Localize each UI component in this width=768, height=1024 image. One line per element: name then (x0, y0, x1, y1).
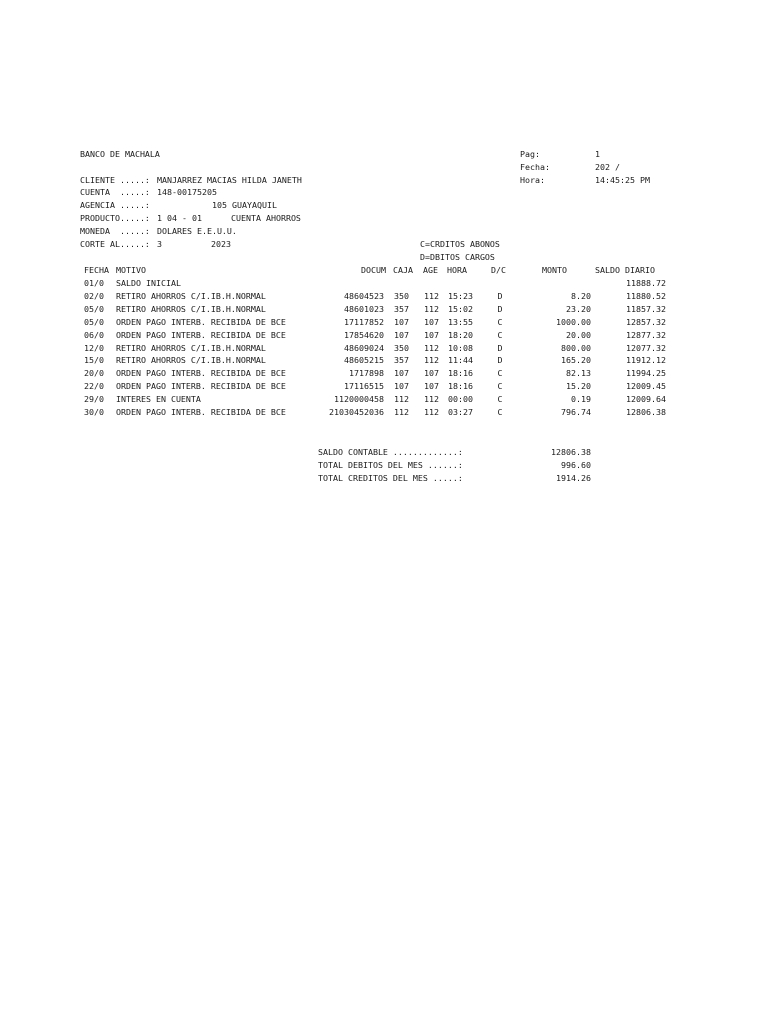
cell-fecha: 01/0 (84, 278, 104, 288)
cell-motivo: RETIRO AHORROS C/I.IB.H.NORMAL (116, 342, 266, 353)
client-name: MANJARREZ MACIAS HILDA JANETH (157, 175, 302, 185)
cell-docum: 48601023 (344, 303, 384, 314)
cell-caja: 357 (394, 355, 409, 366)
cell-caja: 107 (394, 329, 409, 340)
agency-label: AGENCIA .....: (80, 200, 150, 210)
page-label: Pag: (520, 149, 540, 159)
cell-dc: C (497, 407, 503, 417)
cell-caja: 112 (394, 394, 409, 405)
cell-motivo: INTERES EN CUENTA (116, 394, 201, 405)
cell-monto: 0.19 (571, 394, 591, 405)
cell-docum: 1120000458 (334, 394, 384, 405)
cell-caja: 107 (394, 316, 409, 327)
cell-motivo: ORDEN PAGO INTERB. RECIBIDA DE BCE (116, 316, 286, 327)
cell-hora: 18:16 (448, 381, 473, 392)
cell-dc: D (497, 342, 503, 353)
cell-hora: 18:16 (448, 368, 473, 379)
cutoff-year: 2023 (211, 239, 231, 249)
cell-fecha: 02/0 (84, 290, 104, 301)
cell-docum: 17116515 (344, 381, 384, 392)
cell-age: 112 (424, 394, 439, 405)
cell-monto: 82.13 (566, 368, 591, 379)
cell-caja: 350 (394, 342, 409, 353)
cell-age: 107 (424, 368, 439, 379)
cell-monto: 15.20 (566, 381, 591, 392)
cell-fecha: 30/0 (84, 407, 104, 417)
date-value: 202 / (595, 162, 620, 172)
total-value: 1914.26 (556, 473, 591, 483)
cell-docum: 48605215 (344, 355, 384, 366)
col-age: AGE (423, 265, 438, 275)
cell-caja: 107 (394, 381, 409, 392)
cell-motivo: ORDEN PAGO INTERB. RECIBIDA DE BCE (116, 407, 286, 417)
cell-saldo: 11857.32 (626, 303, 666, 314)
cell-age: 112 (424, 355, 439, 366)
cell-age: 107 (424, 316, 439, 327)
cell-fecha: 22/0 (84, 381, 104, 392)
cell-docum: 48609024 (344, 342, 384, 353)
page-number: 1 (595, 149, 600, 159)
cell-monto: 800.00 (561, 342, 591, 353)
cell-docum: 48604523 (344, 290, 384, 301)
cell-saldo: 12806.38 (626, 407, 666, 417)
cell-hora: 03:27 (448, 407, 473, 417)
col-dc: D/C (491, 265, 506, 275)
cell-motivo: RETIRO AHORROS C/I.IB.H.NORMAL (116, 290, 266, 301)
cell-dc: D (497, 290, 503, 301)
cell-dc: C (497, 316, 503, 327)
col-saldo: SALDO DIARIO (595, 265, 655, 275)
time-value: 14:45:25 PM (595, 175, 650, 185)
cell-docum: 1717898 (349, 368, 384, 379)
cell-age: 112 (424, 290, 439, 301)
cell-motivo: RETIRO AHORROS C/I.IB.H.NORMAL (116, 303, 266, 314)
cell-monto: 165.20 (561, 355, 591, 366)
total-value: 996.60 (561, 460, 591, 470)
legend-credits: C=CRDITOS ABONOS (420, 239, 500, 249)
total-label: SALDO CONTABLE .............: (318, 447, 463, 457)
cell-docum: 17117852 (344, 316, 384, 327)
cutoff-label: CORTE AL.....: (80, 239, 150, 249)
cell-motivo: ORDEN PAGO INTERB. RECIBIDA DE BCE (116, 368, 286, 379)
cell-dc: D (497, 303, 503, 314)
account-label: CUENTA .....: (80, 187, 150, 197)
cell-motivo: RETIRO AHORROS C/I.IB.H.NORMAL (116, 355, 266, 366)
cell-saldo: 11888.72 (626, 278, 666, 288)
account-number: 148-00175205 (157, 187, 217, 197)
cell-fecha: 15/0 (84, 355, 104, 366)
cell-age: 107 (424, 381, 439, 392)
col-hora: HORA (447, 265, 467, 275)
cell-monto: 20.00 (566, 329, 591, 340)
cell-docum: 21030452036 (329, 407, 384, 417)
cell-fecha: 20/0 (84, 368, 104, 379)
cell-dc: D (497, 355, 503, 366)
col-caja: CAJA (393, 265, 413, 275)
cell-age: 107 (424, 329, 439, 340)
cell-monto: 8.20 (571, 290, 591, 301)
time-label: Hora: (520, 175, 545, 185)
cell-dc: C (497, 329, 503, 340)
cell-dc: C (497, 381, 503, 392)
currency-value: DOLARES E.E.U.U. (157, 226, 237, 236)
cell-saldo: 12009.45 (626, 381, 666, 392)
cell-caja: 112 (394, 407, 409, 417)
cell-monto: 23.20 (566, 303, 591, 314)
cell-hora: 10:08 (448, 342, 473, 353)
cell-hora: 11:44 (448, 355, 473, 366)
total-label: TOTAL DEBITOS DEL MES ......: (318, 460, 463, 470)
cell-dc: C (497, 368, 503, 379)
cell-age: 112 (424, 303, 439, 314)
cell-hora: 15:02 (448, 303, 473, 314)
legend-debits: D=DBITOS CARGOS (420, 252, 495, 262)
cell-docum: 17854620 (344, 329, 384, 340)
cell-caja: 357 (394, 303, 409, 314)
cell-fecha: 05/0 (84, 316, 104, 327)
cell-caja: 350 (394, 290, 409, 301)
cell-saldo: 12009.64 (626, 394, 666, 405)
product-name: CUENTA AHORROS (231, 213, 301, 223)
cell-saldo: 12077.32 (626, 342, 666, 353)
col-fecha: FECHA (84, 265, 109, 275)
cell-age: 112 (424, 342, 439, 353)
currency-label: MONEDA .....: (80, 226, 150, 236)
cell-age: 112 (424, 407, 439, 417)
cell-motivo: ORDEN PAGO INTERB. RECIBIDA DE BCE (116, 381, 286, 392)
cell-hora: 18:20 (448, 329, 473, 340)
cell-motivo: SALDO INICIAL (116, 278, 181, 288)
cell-saldo: 12857.32 (626, 316, 666, 327)
date-label: Fecha: (520, 162, 550, 172)
total-value: 12806.38 (551, 447, 591, 457)
bank-name: BANCO DE MACHALA (80, 149, 160, 159)
cell-monto: 1000.00 (556, 316, 591, 327)
product-code: 1 04 - 01 (157, 213, 202, 223)
cell-hora: 13:55 (448, 316, 473, 327)
cell-saldo: 11912.12 (626, 355, 666, 366)
col-monto: MONTO (542, 265, 567, 275)
cell-saldo: 11880.52 (626, 290, 666, 301)
col-motivo: MOTIVO (116, 265, 146, 275)
agency-value: 105 GUAYAQUIL (212, 200, 277, 210)
col-docum: DOCUM (361, 265, 386, 275)
cell-dc: C (497, 394, 503, 405)
cell-saldo: 12877.32 (626, 329, 666, 340)
cutoff-month: 3 (157, 239, 162, 249)
cell-fecha: 06/0 (84, 329, 104, 340)
cell-hora: 15:23 (448, 290, 473, 301)
cell-motivo: ORDEN PAGO INTERB. RECIBIDA DE BCE (116, 329, 286, 340)
cell-fecha: 12/0 (84, 342, 104, 353)
cell-hora: 00:00 (448, 394, 473, 405)
product-label: PRODUCTO.....: (80, 213, 150, 223)
client-label: CLIENTE .....: (80, 175, 150, 185)
total-label: TOTAL CREDITOS DEL MES .....: (318, 473, 463, 483)
cell-fecha: 05/0 (84, 303, 104, 314)
cell-saldo: 11994.25 (626, 368, 666, 379)
cell-fecha: 29/0 (84, 394, 104, 405)
cell-caja: 107 (394, 368, 409, 379)
cell-monto: 796.74 (561, 407, 591, 417)
